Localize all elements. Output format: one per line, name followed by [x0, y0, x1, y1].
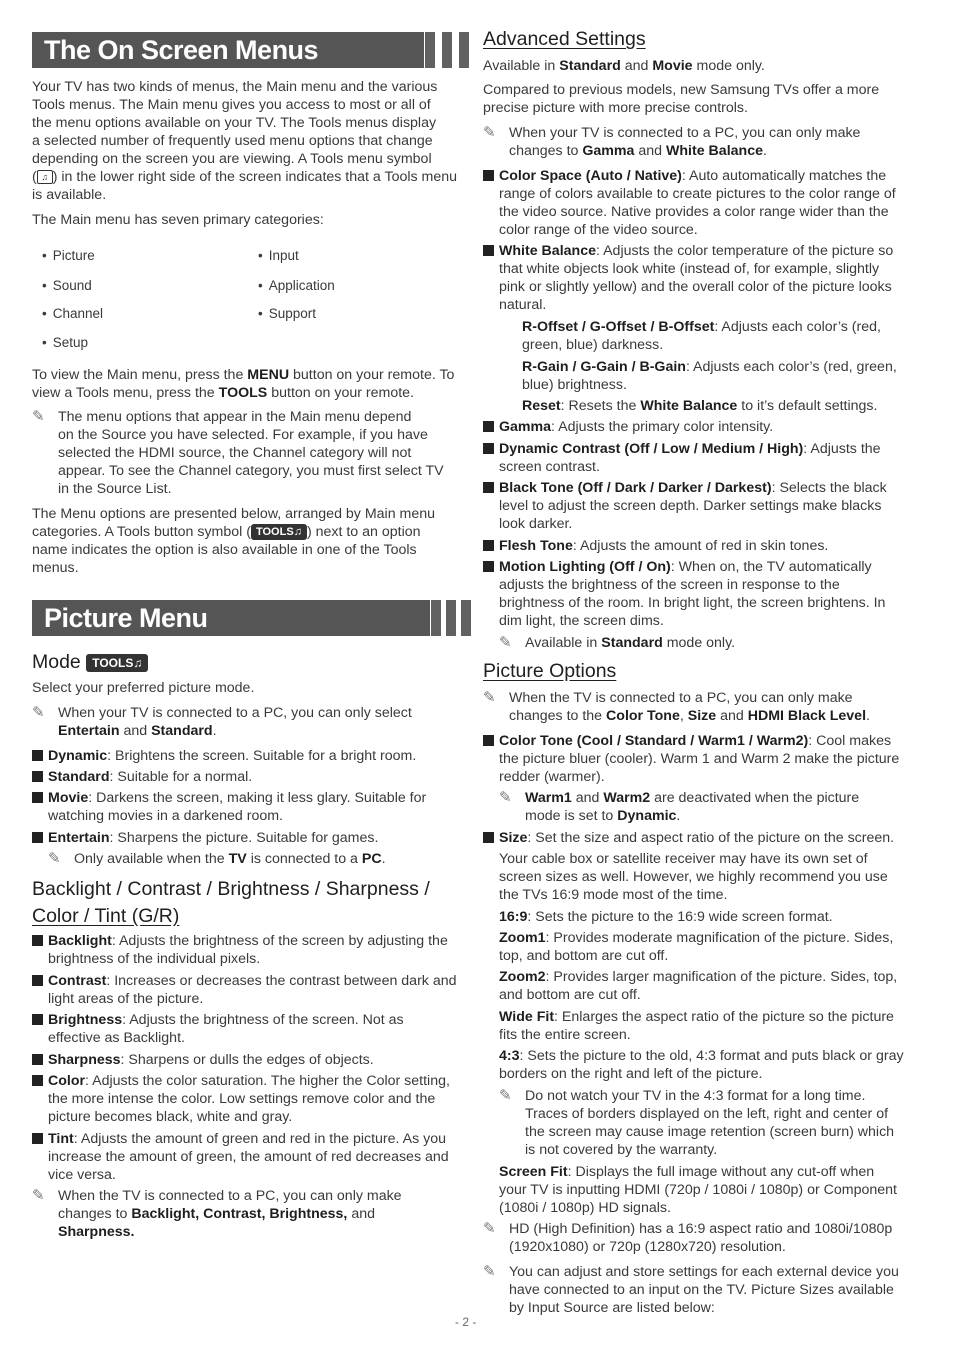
size-item: Size: Set the size and aspect ratio of the picture on the screen.	[483, 829, 929, 847]
note-adv-pc: ✎ When your TV is connected to a PC, you can only make changes to Gamma and White Balance.	[483, 124, 861, 159]
mode-standard: Standard: Suitable for a normal.	[32, 768, 252, 786]
color-item: Color: Adjusts the color saturation. The higher the Color setting, the more intense the color. Low settings remove color and the picture becomes black, white and gray.	[32, 1072, 472, 1126]
mode-movie: Movie: Darkens the screen, making it less glary. Suitable for watching movies in a darkened room.	[32, 789, 472, 825]
category-input: • Input	[258, 247, 299, 265]
category-channel: • Channel	[42, 305, 103, 323]
pencil-note-icon: ✎	[48, 850, 61, 867]
tint-item: Tint: Adjusts the amount of green and red in the picture. As you increase the amount of green, the amount of red decreases and vice versa.	[32, 1130, 472, 1184]
note-43-burn: ✎ Do not watch your TV in the 4:3 format for a long time. Traces of borders displayed on the left, right and center of the screen may cause image retention (screen burn) which is not covered by the warranty.	[499, 1087, 895, 1158]
seven-categories-text: The Main menu has seven primary categories:	[32, 212, 324, 228]
backlight-item: Backlight: Adjusts the brightness of the screen by adjusting the brightness of the individual pixels.	[32, 932, 472, 968]
note-picture-options-pc: ✎ When the TV is connected to a PC, you can only make changes to the Color Tone, Size and HDMI Black Level.	[483, 689, 870, 724]
mode-select-text: Select your preferred picture mode.	[32, 680, 255, 696]
menu-press-text: To view the Main menu, press the MENU button on your remote. To view a Tools menu, press the TOOLS button on your remote.	[32, 367, 455, 401]
backlight-heading: Backlight / Contrast / Brightness / Sharpness / Color / Tint (G/R)	[32, 878, 430, 927]
category-application: • Application	[258, 277, 335, 295]
tools-button-icon: TOOLS♫	[86, 654, 148, 672]
category-support: • Support	[258, 305, 316, 323]
category-sound: • Sound	[42, 277, 92, 295]
contrast-item: Contrast: Increases or decreases the contrast between dark and light areas of the picture.	[32, 972, 472, 1008]
zoom2-text: Zoom2: Provides larger magnification of the picture. Sides, top, and bottom are cut off.	[499, 969, 898, 1003]
pencil-note-icon: ✎	[499, 634, 512, 651]
pencil-note-icon: ✎	[499, 1087, 512, 1104]
cable-box-text: Your cable box or satellite receiver may have its own set of screen sizes as well. However, we highly recommend you use the TVs 16:9 mode most of the time.	[499, 851, 888, 903]
mode-entertain: Entertain: Sharpens the picture. Suitable for games.	[32, 829, 378, 847]
note-motion-lighting: ✎ Available in Standard mode only.	[499, 634, 736, 651]
pencil-note-icon: ✎	[483, 124, 496, 141]
pencil-note-icon: ✎	[499, 789, 512, 806]
note-entertain: ✎ Only available when the TV is connected to a PC.	[48, 850, 386, 867]
black-tone-item: Black Tone (Off / Dark / Darker / Darkest): Selects the black level to adjust the screen depth. Darker settings make blacks look darker.	[483, 479, 929, 533]
pencil-note-icon: ✎	[32, 1187, 45, 1204]
color-space-item: Color Space (Auto / Native): Auto automatically matches the range of colors available to create pictures to the color range of the video source. Native provides a color range wider than the color range of the video source.	[483, 167, 929, 239]
menu-options-presented: The Menu options are presented below, arranged by Main menu categories. A Tools button symbol ( TOOLS♫ ) next to an option name indicates the option is also available in one of the Tools menus.	[32, 506, 436, 576]
intro-paragraph: Your TV has two kinds of menus, the Main menu and the various Tools menus. The Main menu gives you access to most or all of the menu options available on your TV. The Tools menus display a selected number of frequently used menu options that change depending on the screen you are viewing. A Tools menu symbol ( ♫ ) in the lower right side of the screen indicates that a Tools menu is available.	[32, 79, 458, 203]
motion-lighting-item: Motion Lighting (Off / On): When on, the TV automatically adjusts the brightness of the screen in response to the brightness of the room. In bright light, the screen brightens. In dim light, the screen dims.	[483, 558, 929, 630]
mode-heading: Mode TOOLS♫	[32, 650, 148, 674]
category-setup: • Setup	[42, 334, 88, 352]
mode-dynamic: Dynamic: Brightens the screen. Suitable for a bright room.	[32, 747, 416, 765]
flesh-tone-item: Flesh Tone: Adjusts the amount of red in skin tones.	[483, 537, 828, 555]
note-mode-pc: ✎ When your TV is connected to a PC, you can only select Entertain and Standard.	[32, 704, 412, 739]
gamma-item: Gamma: Adjusts the primary color intensity.	[483, 418, 773, 436]
pencil-note-icon: ✎	[483, 689, 496, 706]
tools-menu-icon: ♫	[37, 170, 53, 184]
section-banner-picture-menu: Picture Menu	[32, 600, 430, 636]
zoom1-text: Zoom1: Provides moderate magnification of the picture. Sides, top, and bottom are cut off.	[499, 930, 894, 964]
tools-button-icon: TOOLS♫	[251, 524, 307, 540]
advanced-settings-heading: Advanced Settings	[483, 28, 646, 50]
note-warm: ✎ Warm1 and Warm2 are deactivated when the picture mode is set to Dynamic.	[499, 789, 860, 824]
adv-compared-text: Compared to previous models, new Samsung TVs offer a more precise picture with more precise controls.	[483, 82, 880, 116]
rgb-gain-text: R-Gain / G-Gain / B-Gain: Adjusts each color’s (red, green, blue) brightness.	[522, 359, 897, 393]
screen-fit-text: Screen Fit: Displays the full image without any cut-off when your TV is inputting HDMI (720p / 1080i / 1080p) or Component (1080i / 1080p) HD signals.	[499, 1164, 897, 1216]
category-picture: • Picture	[42, 247, 95, 265]
page-number: - 2 -	[455, 1315, 477, 1329]
size-169-text: 16:9: Sets the picture to the 16:9 wide screen format.	[499, 909, 833, 925]
pencil-note-icon: ✎	[32, 408, 45, 425]
dynamic-contrast-item: Dynamic Contrast (Off / Low / Medium / High): Adjusts the screen contrast.	[483, 440, 929, 476]
white-balance-item: White Balance: Adjusts the color temperature of the picture so that white objects look white (instead of, for example, slightly pink or slightly yellow) and the overall color of the picture looks natural.	[483, 242, 929, 314]
note-hd: ✎ HD (High Definition) has a 16:9 aspect ratio and 1080i/1080p (1920x1080) or 720p (1280x720) resolution.	[483, 1220, 893, 1255]
pencil-note-icon: ✎	[32, 704, 45, 721]
brightness-item: Brightness: Adjusts the brightness of the screen. Not as effective as Backlight.	[32, 1011, 472, 1047]
rgb-offset-text: R-Offset / G-Offset / B-Offset: Adjusts each color’s (red, green, blue) darkness.	[522, 319, 881, 353]
pencil-note-icon: ✎	[483, 1220, 496, 1237]
note-adjust-store: ✎ You can adjust and store settings for each external device you have connected to an input on the TV. Picture Sizes available by Input Source are listed below:	[483, 1263, 899, 1316]
sharpness-item: Sharpness: Sharpens or dulls the edges of objects.	[32, 1051, 472, 1069]
size-43-text: 4:3: Sets the picture to the old, 4:3 format and puts black or gray borders on the right and left of the picture.	[499, 1048, 904, 1082]
section-banner-on-screen-menus: The On Screen Menus	[32, 32, 424, 68]
note-backlight-pc: ✎ When the TV is connected to a PC, you can only make changes to Backlight, Contrast, Brightness, and Sharpness.	[32, 1187, 402, 1240]
adv-available-text: Available in Standard and Movie mode only.	[483, 58, 765, 74]
color-tone-item: Color Tone (Cool / Standard / Warm1 / Warm2): Cool makes the picture bluer (cooler). Warm 1 and Warm 2 make the picture redder (warmer).	[483, 732, 929, 786]
pencil-note-icon: ✎	[483, 1263, 496, 1280]
picture-options-heading: Picture Options	[483, 660, 617, 682]
reset-text: Reset: Resets the White Balance to it’s default settings.	[522, 398, 878, 414]
note-source: ✎ The menu options that appear in the Main menu depend on the Source you have selected. For example, if you have selected the HDMI source, the Channel category will not appear. To see the Channel category, you must first select TV in the Source List.	[32, 408, 444, 497]
wide-fit-text: Wide Fit: Enlarges the aspect ratio of the picture so the picture fits the entire screen.	[499, 1009, 894, 1043]
